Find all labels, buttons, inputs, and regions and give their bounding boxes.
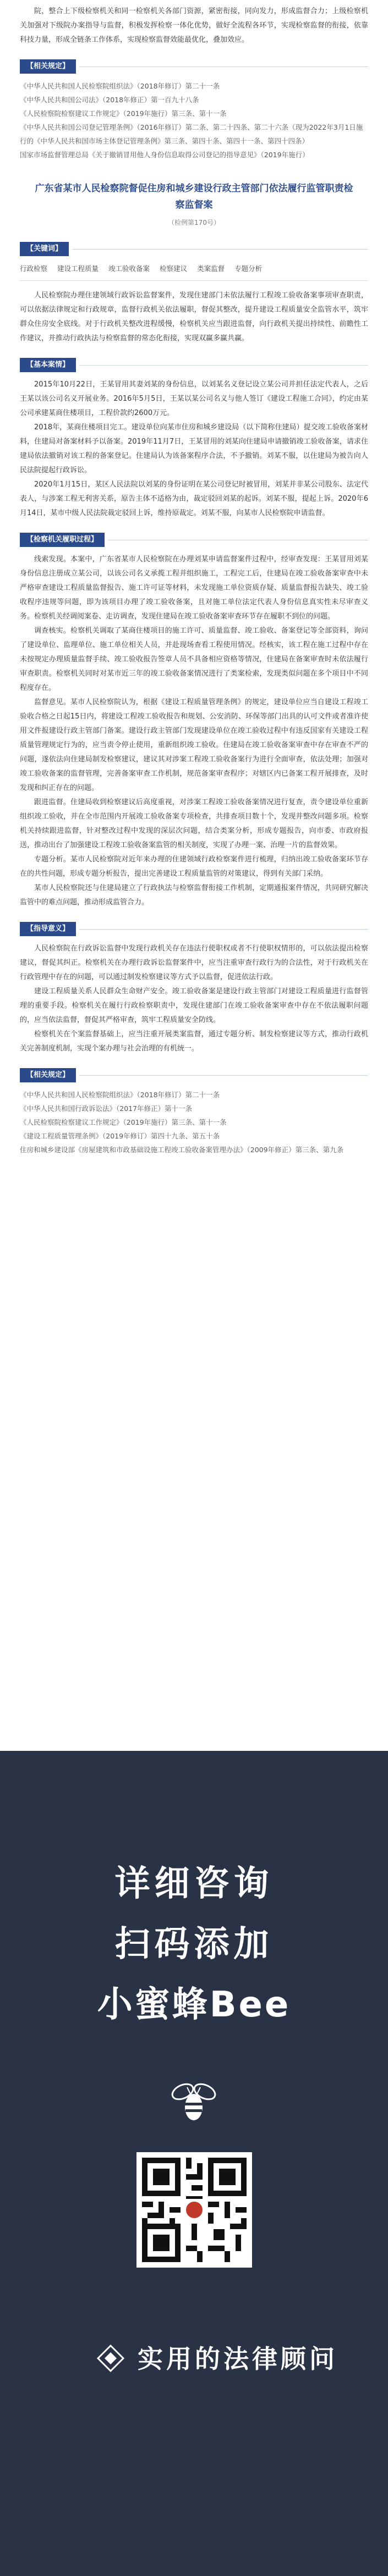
law-item: 国家市场监督管理总局《关于撤销冒用他人身份信息取得公司登记的指导意见》（2019年施行）	[20, 151, 309, 159]
keyword: 行政检察	[20, 264, 48, 273]
gist-paragraph: 人民检察院办理住建领域行政诉讼监督案件，发现住建部门未依法履行工程竣工验收备案事项审查职责，可以依据法律规定和行政规章，监督行政机关依法履职，督促其整改，提升建设工程质量安全监管水平，筑牢群众住房安全底线。对于行政机关整改进程缓慢，检察机关应当跟进监督，向行政机关提出持续性、前瞻性工作建议，并推动行政执法与检察监督的常态化衔接，实现双赢多赢共赢。	[20, 291, 368, 342]
keyword: 检察建议	[160, 264, 188, 273]
guidance-paragraph: 检察机关在个案监督基础上，应当注重开展类案监督，通过专题分析、制发检察建议等方式，推动行政机关完善制度机制，实现个案办理与社会治理的有机统一。	[20, 1030, 368, 1053]
section-performance-title: 【检察机关履职过程】	[20, 533, 105, 547]
promo-footer-text: 实用的法律顾问	[138, 2344, 338, 2374]
keyword: 类案监督	[197, 264, 225, 273]
guidance-paragraph: 建设工程质量关系人民群众生命财产安全。竣工验收备案是建设行政主管部门对建设工程质量进行监督管理的重要手段。检察机关在履行行政检察职责中，发现住建部门在竣工验收备案审查中存在不依法履职问题的，应当依法监督，督促其严格审查，筑牢工程质量安全防线。	[20, 987, 368, 1024]
divider	[79, 365, 368, 366]
basics-paragraph: 2020年1月15日，某区人民法院以刘某的身份证明在某公司登记时被冒用，刘某并非某公司股东、法定代表人，与涉案工程无利害关系，原告主体不适格为由，裁定驳回刘某的起诉。刘某不服，提起上诉。2020年6月14日，某市中级人民法院裁定驳回上诉，维持原裁定。刘某不服，向某市人民检察院申请监督。	[20, 480, 368, 517]
section-keywords-title: 【关键词】	[20, 242, 69, 256]
section-performance-header	[20, 533, 368, 547]
law-item: 《中华人民共和国公司法》（2018年修正）第一百九十八条	[20, 96, 199, 104]
promo-footer	[0, 2328, 388, 2389]
section-guidance-header	[20, 922, 368, 936]
performance-paragraph: 监督意见。某市人民检察院认为，根据《建设工程质量管理条例》的规定，建设单位应当自建设工程竣工验收合格之日起15日内，将建设工程竣工验收报告和规划、公安消防、环保等部门出具的认可文件或者准许使用文件报建设行政主管部门备案。建设行政主管部门发现建设单位在竣工验收过程中有违反国家有关建设工程质量管理规定行为的，应当责令停止使用，重新组织竣工验收。住建局在竣工验收备案审查中存在审查不严的问题，遂依法向住建局制发检察建议，建议其对涉案工程竣工验收备案行为进行全面审查，依法处理；加强对竣工验收备案的监督管理，完善备案审查工作机制，规范备案审查程序；对辖区内已备案工程开展排查，及时发现和纠正存在的问题。	[20, 698, 368, 792]
qr-center-logo	[183, 2199, 205, 2221]
law-item: 《中华人民共和国公司登记管理条例》（2016年修订）第二条、第二十四条、第二十六条（现为2022年3月1日施行的《中华人民共和国市场主体登记管理条例》第三条、第四十条、第四十一条、第四十四条）	[20, 123, 363, 145]
promo-banner	[0, 1751, 388, 2576]
guidance-paragraph: 人民检察院在行政诉讼监督中发现行政机关存在违法行使职权或者不行使职权情形的，可以依法提出检察建议，督促其纠正。检察机关在办理行政诉讼监督案件中，应当注重审查行政行为的合法性，对于行政机关在行政管理中存在的问题，可以通过制发检察建议等方式予以监督，促进依法行政。	[20, 944, 368, 981]
performance-paragraph: 调查核实。检察机关调取了某商住楼项目的施工许可、质量监督、竣工验收、备案登记等全部资料，询问了建设单位、监理单位、施工单位相关人员，并赴现场查看工程使用情况。经核实，该工程在施工过程中存在未按规定办理质量监督手续、竣工验收报告签章人员不具备相应资格等情况，住建局在备案审查时未依法履行审查职责。检察机关同时对某市近三年的竣工验收备案情况进行了类案检索，发现类似问题在多个项目中不同程度存在。	[20, 627, 368, 692]
section-laws-title: 【相关规定】	[20, 59, 76, 74]
law-item: 《人民检察院检察建议工作规定》（2019年施行）第三条、第十一条	[20, 109, 227, 118]
section-keywords-header	[20, 242, 368, 256]
law-item: 住房和城乡建设部《房屋建筑和市政基础设施工程竣工验收备案管理办法》（2009年修正）第三条、第九条	[20, 1146, 344, 1154]
performance-paragraph: 跟进监督。住建局收到检察建议后高度重视，对涉案工程竣工验收备案情况进行复查，责令建设单位重新组织竣工验收，并在全市范围内开展竣工验收备案专项检查，共排查项目数十个，发现并整改问题多项。检察机关持续跟进监督，针对整改过程中发现的深层次问题，结合类案分析，形成专题报告，向市委、市政府报送，推动出台了加强建设工程竣工验收备案监管的相关制度，实现了办理一案、治理一片的监督效果。	[20, 798, 368, 849]
keyword: 建设工程质量	[57, 264, 99, 273]
divider	[79, 929, 368, 930]
section-laws2-title: 【相关规定】	[20, 1068, 76, 1082]
section-laws2-header	[20, 1068, 368, 1082]
brand-logo-icon	[186, 2202, 203, 2218]
basics-paragraph: 2018年，某商住楼项目完工。建设单位向某市住房和城乡建设局（以下简称住建局）提交竣工验收备案材料，住建局对备案材料予以备案。2019年11月7日，王某冒用的刘某向住建局申请撤销竣工验收备案，请求住建局依法撤销对该工程的备案登记。住建局认为该备案程序合法，不予撤销。刘某不服，以住建局为被告向人民法院提起行政诉讼。	[20, 423, 368, 474]
case-number: （检例第170号）	[168, 219, 220, 226]
section-basics-title: 【基本案情】	[20, 358, 76, 372]
keyword: 专题分析	[234, 264, 263, 273]
basics-paragraph: 2015年10月22日，王某冒用其妻刘某的身份信息，以刘某名义登记设立某公司并担任法定代表人，之后王某以该公司名义开展业务。2016年5月5日，王某以某公司名义与他人签订《建设工程施工合同》，约定由某公司承建某商住楼项目，工程价款约2600万元。	[20, 380, 368, 417]
law-item: 《人民检察院检察建议工作规定》（2019年施行）第三条、第十一条	[20, 1118, 227, 1126]
law-item: 《中华人民共和国人民检察院组织法》（2018年修订）第二十一条	[20, 82, 220, 90]
section-basics-header	[20, 358, 368, 372]
keywords-list	[20, 262, 368, 276]
section-laws-header	[20, 59, 368, 74]
performance-paragraph: 专题分析。某市人民检察院对近年来办理的住建领域行政检察案件进行梳理，归纳出竣工验收备案环节存在的共性问题，形成专题分析报告，提出完善建设工程质量监管的对策建议，得到有关部门采纳。	[20, 855, 368, 878]
divider	[79, 1075, 368, 1076]
promo-headline-2: 扫码添加	[114, 1924, 274, 1965]
scales-icon	[95, 2342, 127, 2374]
performance-paragraph: 线索发现。本案中，广东省某市人民检察院在办理刘某申请监督案件过程中，经审查发现：王某冒用刘某身份信息注册成立某公司，以该公司名义承揽工程并组织施工，工程完工后，住建局在竣工验收备案审查中未严格审查建设工程质量监督报告、施工许可证等材料，未发现施工单位资质存疑、质量监督报告缺失、竣工验收程序违规等问题，即为该项目办理了竣工验收备案，且对施工单位法定代表人身份信息真实性未尽审查义务。检察机关经调阅案卷、走访调查，发现住建局在竣工验收备案审查环节存在履职不到位的问题。	[20, 555, 368, 621]
divider	[72, 249, 368, 250]
promo-headline-1: 详细咨询	[114, 1864, 274, 1904]
divider	[20, 280, 368, 281]
section-guidance-title: 【指导意义】	[20, 922, 76, 936]
bee-icon	[166, 2075, 221, 2125]
law-item: 《建设工程质量管理条例》（2019年修订）第四十九条、第五十条	[20, 1132, 220, 1140]
case-title: 广东省某市人民检察院督促住房和城乡建设行政主管部门依法履行监管职责检察监督案	[35, 183, 353, 211]
law-item: 《中华人民共和国人民检察院组织法》（2018年修订）第二十一条	[20, 1091, 220, 1099]
law-item: 《中华人民共和国行政诉讼法》（2017年修正）第十一条	[20, 1104, 193, 1113]
keyword: 竣工验收备案	[108, 264, 150, 273]
qr-code[interactable]	[136, 2152, 252, 2268]
promo-headline-3: 小蜜蜂Bee	[97, 1984, 291, 2025]
intro-paragraph: 院，整合上下级检察机关和同一检察机关各部门资源，紧密衔接，同向发力，形成监督合力；上级检察机关加强对下级院办案指导与监督，积极发挥检察一体化优势，做好全流程各环节，实现检察监督的衔接，依靠科技力量，形成全链条工作体系，实现检察监督效能最优化，叠加效应。	[20, 7, 368, 44]
performance-paragraph: 某市人民检察院还与住建局建立了行政执法与检察监督衔接工作机制，定期通报案件情况，共同研究解决监管中的难点问题，推动形成监管合力。	[20, 884, 368, 906]
